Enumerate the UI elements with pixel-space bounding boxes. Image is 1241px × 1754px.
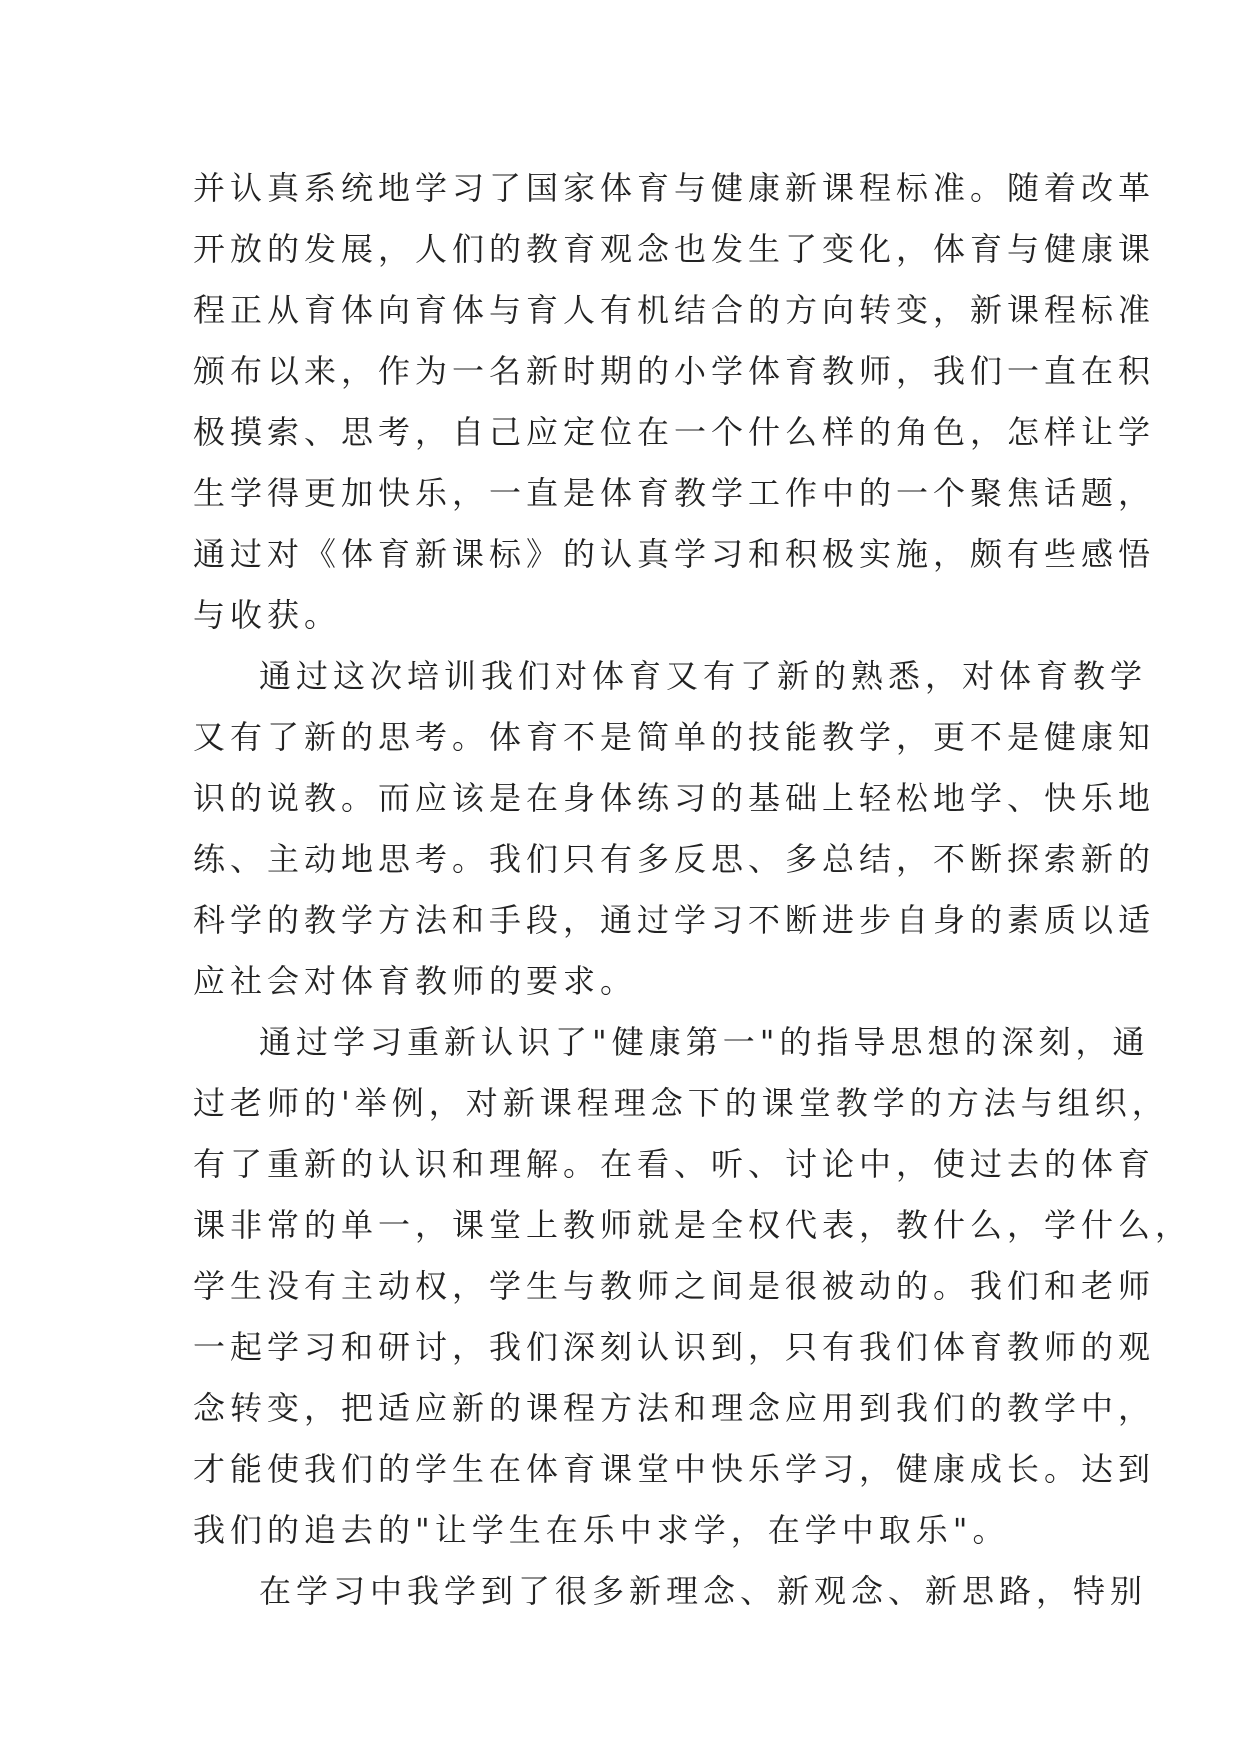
text-line: 应社会对体育教师的要求。 [193,962,638,1000]
text-line: 识的说教。而应该是在身体练习的基础上轻松地学、快乐地 [193,779,1156,817]
text-line: 一起学习和研讨，我们深刻认识到，只有我们体育教师的观 [193,1328,1156,1366]
text-line: 并认真系统地学习了国家体育与健康新课程标准。随着改革 [193,169,1156,207]
text-line: 才能使我们的学生在体育课堂中快乐学习，健康成长。达到 [193,1450,1156,1488]
document-body [193,158,1193,1622]
text-line: 颁布以来，作为一名新时期的小学体育教师，我们一直在积 [193,352,1156,390]
text-line: 生学得更加快乐，一直是体育教学工作中的一个聚焦话题， [193,474,1156,512]
text-line: 有了重新的认识和理解。在看、听、讨论中，使过去的体育 [193,1145,1156,1183]
text-line: 科学的教学方法和手段，通过学习不断进步自身的素质以适 [193,901,1156,939]
text-line: 课非常的单一，课堂上教师就是全权代表，教什么，学什么， [193,1206,1193,1244]
paragraph-first-line: 通过这次培训我们对体育又有了新的熟悉，对体育教学 [259,657,1148,695]
text-line: 极摸索、思考，自己应定位在一个什么样的角色，怎样让学 [193,413,1156,451]
text-line: 与收获。 [193,596,342,634]
text-line: 通过对《体育新课标》的认真学习和积极实施，颇有些感悟 [193,535,1156,573]
text-line: 又有了新的思考。体育不是简单的技能教学，更不是健康知 [193,718,1156,756]
text-line: 学生没有主动权，学生与教师之间是很被动的。我们和老师 [193,1267,1156,1305]
text-line: 念转变，把适应新的课程方法和理念应用到我们的教学中， [193,1389,1156,1427]
text-line: 练、主动地思考。我们只有多反思、多总结，不断探索新的 [193,840,1156,878]
text-line: 程正从育体向育体与育人有机结合的方向转变，新课程标准 [193,291,1156,329]
paragraph-first-line: 通过学习重新认识了"健康第一"的指导思想的深刻，通 [259,1023,1150,1061]
text-line: 开放的发展，人们的教育观念也发生了变化，体育与健康课 [193,230,1156,268]
paragraph-first-line: 在学习中我学到了很多新理念、新观念、新思路，特别 [259,1572,1148,1610]
text-line: 我们的追去的"让学生在乐中求学，在学中取乐"。 [193,1511,1010,1549]
text-line: 过老师的'举例，对新课程理念下的课堂教学的方法与组织， [193,1084,1169,1122]
